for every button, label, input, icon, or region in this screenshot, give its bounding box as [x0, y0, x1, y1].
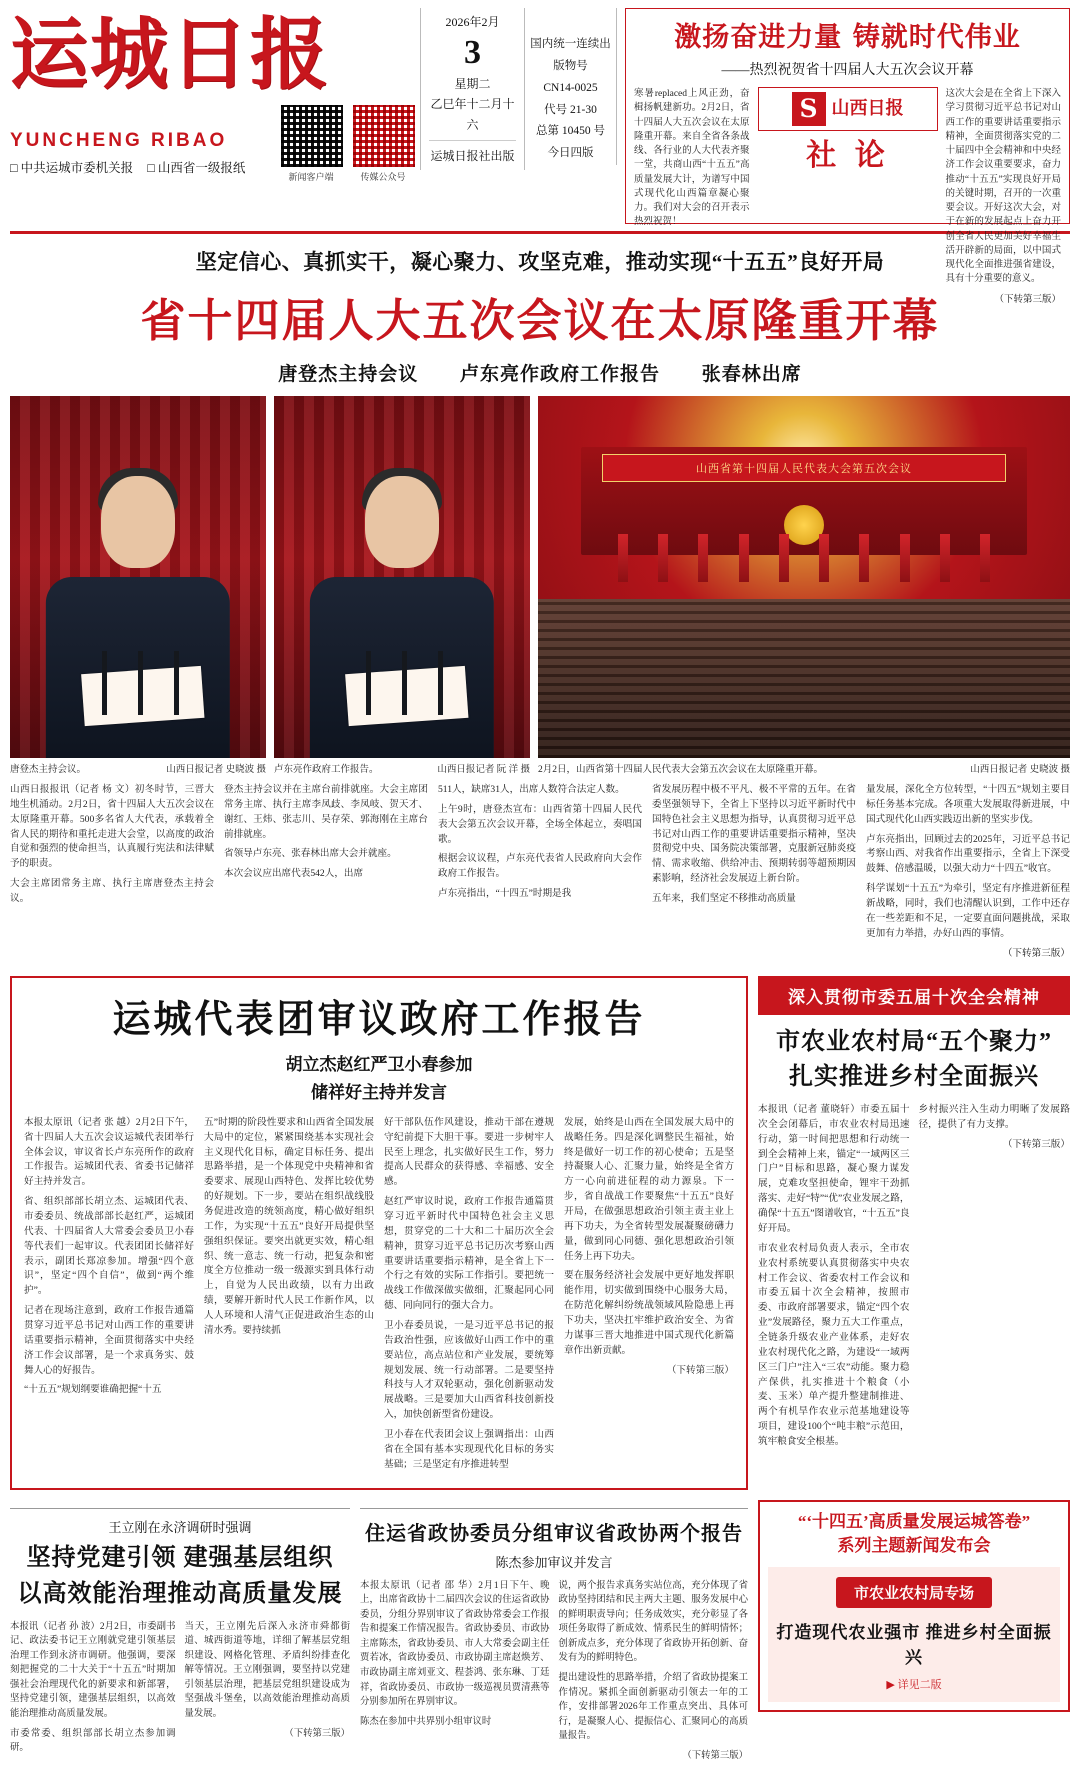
right-article-body: [758, 1103, 1070, 1455]
paragraph: 记者在现场注意到，政府工作报告通篇贯穿习近平总书记对山西工作的重要讲话重要指示精神，全面贯彻落实中央经济工作会议部署，是一个求真务实、鼓舞人心的好报告。: [24, 1305, 194, 1376]
newspaper-pinyin: YUNCHENG RIBAO: [10, 129, 228, 151]
paragraph: 好干部队伍作风建设，推动干部在遵规守纪前提下大胆干事。要进一步树牢人民至上理念，扎实做好民生工作，努力提高人民群众的获得感、幸福感、安全感。: [384, 1116, 554, 1188]
paragraph: 提出建设性的思路举措，介绍了省政协提案工作情况。紧抓全面创新驱动引领去一年的工作，安排部署2026年工作重点突出、具体可行，是凝聚人心、提振信心、汇聚同心的高质量报告。: [558, 1673, 748, 1742]
lead-kicker: 坚定信心、真抓实干，凝心聚力、攻坚克难，推动实现“十五五”良好开局: [195, 250, 885, 274]
lead-col-1: [10, 783, 214, 966]
publisher: 运城日报社出版: [430, 148, 515, 163]
paragraph: 要在服务经济社会发展中更好地发挥职能作用，切实做到围绕中心服务大局，在防范化解纠纷统战领域风险隐患上再下功夫，坚决扛牢维护政治安全、为省力谋事三晋大地推进中国式现代化新篇章作出新贡献。: [564, 1270, 734, 1356]
paragraph: 卢东亮指出，“十四五”时期是我: [438, 888, 572, 900]
paragraph: 本报太原讯（记者 张 越）2月2日下午，省十四届人大五次会议运城代表团举行全体会议，审议省长卢东亮所作的政府工作报告。运城团代表、省委书记储祥好主持并发言。: [24, 1116, 194, 1188]
editorial-jump: （下转第三版）: [994, 294, 1061, 305]
press-conference-promo[interactable]: [758, 1500, 1070, 1712]
paragraph: 五年来，我们坚定不移推动高质量: [652, 893, 796, 905]
qr-group: [280, 104, 414, 183]
paragraph: “十五五”规划纲要谁确把握“十五: [24, 1384, 162, 1396]
cppcc-article: [360, 1500, 748, 1769]
qr-app-caption: 新闻客户端: [288, 172, 334, 182]
microphone-icon: [366, 651, 371, 715]
qr-code-icon: [352, 104, 416, 168]
b2-col-1: [360, 1579, 550, 1769]
paragraph: 根据会议议程，卢东亮代表省人民政府向大会作政府工作报告。: [438, 853, 642, 880]
postal-code: 代号 21-30: [544, 103, 597, 116]
microphone-icon: [138, 651, 143, 715]
photo-caption-row: [10, 761, 1070, 775]
right-col-1: [758, 1103, 910, 1455]
editorial-col-1: 寒暑replaced上风正劲，奋楫扬帆建新功。2月2日，省十四届人大五次会议在太原隆重开幕。来自全省各条战线、各行业的人大代表齐聚一堂，共商山西“十五五”高质量发展大计，为谱写中国式现代化山西篇章凝心聚力。我们对大会的召开表示热烈祝贺！: [634, 89, 750, 228]
qr-app[interactable]: [280, 104, 342, 183]
editorial-col-2: 这次大会是在全省上下深入学习贯彻习近平总书记对山西工作的重要讲话重要指示精神，全面贯彻落实党的二十届四中全会精神和中央经济工作会议重要要求，奋力推动“十五五”实现良好开局的关键时期，召开的一次重要会议。开好这次大会，对于在新的发展起点上奋力开创全省人民更加美好幸福生活开辟新的局面，以中国式现代化全面推进强省建设，具有十分重要的意义。: [945, 89, 1061, 285]
caption-3-text: 2月2日，山西省第十四届人民代表大会第五次会议在太原隆重开幕。: [538, 765, 824, 775]
editorial-title: 激扬奋进力量 铸就时代伟业: [674, 22, 1021, 53]
issue-number: 总第 10450 号: [536, 125, 605, 138]
b1-col-1: [10, 1620, 176, 1761]
caption-3: [538, 761, 1070, 775]
b1-kicker: 王立刚在永济调研时强调: [108, 1519, 252, 1535]
photo-conference-hall: [538, 396, 1070, 758]
lead-col-2: [224, 783, 428, 966]
divider: [10, 1508, 350, 1509]
editorial-box: [625, 8, 1070, 305]
paragraph: 本次会议应出席代表542人，出席: [224, 868, 364, 880]
promo-box: [758, 1500, 1070, 1769]
b2-headline: 住运省政协委员分组审议省政协两个报告: [365, 1522, 743, 1545]
paragraph: 市农业农村局负责人表示，全市农业农村系统要认真贯彻落实中央农村工作会议、省委农村工作会议和市委五届十次全会精神，按照市委、市政府部署要求，锚定“四个农业”发展路径，聚力五大工作重点，全链条升级农业产业体系，走好农业农村现代化之路，为建设“一域两区三门户”注入“三农”动能。聚力稳产保供，扎实推进十个粮食（小麦、玉米）单产提升整建制推进、两个有机旱作农业示范基地建设等项目，建设100个“吨丰粮”示范田，筑牢粮食安全根基。: [758, 1242, 910, 1447]
masthead-identifiers: [525, 8, 617, 165]
b1-headline-2: 以高效能治理推动高质量发展: [17, 1580, 343, 1607]
boxed-subhead-2: 储祥好主持并发言: [311, 1082, 447, 1102]
editorial-subtitle: ——热烈祝贺省十四届人大五次会议开幕: [721, 63, 974, 78]
b2-body: [360, 1579, 748, 1769]
logo-bar: [758, 87, 938, 131]
boxed-headline: 运城代表团审议政府工作报告: [112, 996, 646, 1042]
lead-col-5: [866, 783, 1070, 966]
microphone-icon: [102, 651, 107, 715]
date-weekday: 星期二: [454, 76, 491, 91]
promo-line: 打造现代农业强市 推进乡村全面振兴: [776, 1622, 1052, 1667]
yuncheng-delegation-article: [10, 976, 748, 1489]
boxed-col-1: [24, 1116, 194, 1478]
promo-headline-1: “‘十四五’高质量发展运城答卷”: [797, 1511, 1031, 1531]
paragraph: 卫小春在代表团会议上强调指出：山西省在全国有基本实现现代化目标的务实基础；三是坚定有序推进转型: [384, 1429, 554, 1470]
paragraph: 乡村振兴注入生动力明晰了发展路径，提供了有力支撑。: [918, 1104, 1070, 1130]
b2-subhead: 陈杰参加审议并发言: [495, 1554, 613, 1570]
paragraph: 当天，王立刚先后深入永济市舜都街道、城西街道等地，详细了解基层党组织建设、网格化管理、矛盾纠纷排查化解等情况。王立刚强调，要坚持以党建引领基层治理，把基层党组织建设成为坚强战斗堡垒，以高效能治理推动高质量发展。: [184, 1621, 350, 1720]
photo-audience-seats: [538, 599, 1070, 758]
caption-2-credit: 山西日报记者 阮 洋 摄: [437, 765, 530, 775]
boxed-subhead-1: 胡立杰赵红严卫小春参加: [285, 1055, 473, 1075]
masthead-date: [420, 8, 525, 170]
promo-band: [768, 1567, 1060, 1702]
lead-deck: [10, 359, 1070, 386]
jump-line: （下转第三版）: [666, 1364, 734, 1376]
photo-flags: [618, 534, 990, 582]
lead-headline: 省十四届人大五次会议在太原隆重开幕: [140, 294, 940, 347]
paragraph: 本报讯（记者 孙 波）2月2日，市委副书记、政法委书记王立刚就党建引领基层治理工作到永济市调研。他强调，要深刻把握党的二十大关于“十五五”时期加强社会治理现代化的新要求和新部署，坚持党建引领，建强基层组织，以高效能治理推动高质量发展。: [10, 1621, 176, 1720]
boxed-col-4: [564, 1116, 734, 1478]
divider: [429, 140, 516, 141]
microphone-icon: [438, 651, 443, 715]
paragraph: 市委常委、组织部部长胡立杰参加调研。: [10, 1728, 176, 1754]
promo-pill: 市农业农村局专场: [836, 1577, 992, 1608]
paragraph: 发展，始终是山西在全国发展大局中的战略任务。四是深化调整民生福祉，始终是做好一切工作的初心使命；五是坚持凝聚人心、汇聚力量，始终是全省方方一心向前进征程的动力源泉。下一步，省自战战工作要聚焦“十五五”良好开局，在做强思想政治引领主责主业上再下功夫，为全省转型发展凝聚磅礴力量，做到同心同德、强化思想政治引领任务上再下功夫。: [564, 1116, 734, 1262]
paragraph: 山西日报报讯（记者 杨 文）初冬时节，三晋大地生机涌动。2月2日，省十四届人大五次会议在太原隆重开幕。500多名省人大代表，承载着全省人民的期待和重托走进大会堂，以高度的政治自觉和强烈的使命担当，认真履行宪法和法律赋予的职责。: [10, 784, 214, 870]
paragraph: 本报讯（记者 董晓轩）市委五届十次全会闭幕后，市农业农村局迅速行动，第一时间把思想和行动统一到全会精神上来，锚定“一域两区三门户”目标和思路，凝心聚力谋发展，克难攻坚担使命，锂牢干劲抓落实、走好“特”“优”农业发展之路，确保“十五五”图谱收官，“十五五”良好开局。: [758, 1104, 910, 1234]
b1-headline-1: 坚持党建引领 建强基层组织: [26, 1544, 334, 1571]
deck-item-1: 唐登杰主持会议: [278, 364, 419, 385]
promo-more-link[interactable]: ▶ 详见二版: [886, 1678, 942, 1691]
qr-wechat-caption: 传媒公众号: [360, 172, 406, 182]
paragraph: 说，两个报告求真务实站位高，充分体现了省政协坚持团结和民主两大主题、服务发展中心的鲜明职责导向；任务成效实，充分彰显了各项任务取得了新成效、情系民生的鲜明情怀；创新成点多，充分体现了省政协开拓创新、奋发有为的鲜明特色。: [558, 1580, 748, 1664]
lead-col-4: [652, 783, 856, 966]
jump-line: （下转第三版）: [682, 1750, 748, 1761]
bottom-section: [10, 1500, 1070, 1769]
paragraph: 卫小春委员说，一是习近平总书记的报告政治性强，应该做好山西工作中的重要站位，高点站位和产业发展，要统筹规划发展、统一行动部署。二是要坚持科技与人才双轮驱动，强化创新驱动发展战略。三是要加大山西省科技创新投入，加快创新型省份建设。: [384, 1320, 554, 1421]
caption-2-text: 卢东亮作政府工作报告。: [274, 765, 379, 775]
editorial-word: 社 论: [806, 138, 889, 173]
paragraph: 赵红严审议时说，政府工作报告通篇贯穿习近平新时代中国特色社会主义思想，贯穿党的二十大和二十届历次全会精神，贯穿习近平总书记历次考察山西重要讲话重要指示精神，是全省上下一个行之有效的实际工作指引。要把统一战线工作做深做实做细，汇聚起同心同德、同向同行的强大合力。: [384, 1196, 554, 1312]
lower-section: [10, 976, 1070, 1489]
paragraph: 省、组织部部长胡立杰、运城团代表、市委委员、统战部部长赵红严，运城团代表、十四届省人大常委会委员卫小春等代表们一起审议。代表团团长储祥好表示，副团长郑凉参加。增强“四个意识”，坚定“四个自信”，做到“两个维护”。: [24, 1196, 194, 1297]
jump-line: （下转第三版）: [284, 1728, 350, 1739]
caption-3-credit: 山西日报记者 史晓波 摄: [970, 765, 1070, 775]
masthead-sub-2: □ 山西省一级报纸: [147, 160, 246, 175]
right-headline-line-1: 市农业农村局“五个聚力”: [776, 1029, 1052, 1056]
boxed-columns: [24, 1116, 734, 1478]
lead-article-body: [10, 783, 1070, 966]
paragraph: 上午9时，唐登杰宣布：山西省第十四届人民代表大会第五次会议开幕，全场全体起立，奏唱国歌。: [438, 803, 642, 845]
issn-label: 国内统一连续出版物号: [530, 38, 611, 72]
date-year-month: 2026年2月: [445, 15, 500, 29]
paragraph: 省领导卢东亮、张春林出席大会并就座。: [224, 848, 397, 860]
pages-today: 今日四版: [547, 147, 594, 160]
section-banner: 深入贯彻市委五届十次全会精神: [758, 976, 1070, 1015]
b2-col-2: [559, 1579, 749, 1769]
right-headline-line-2: 扎实推进乡村全面振兴: [789, 1064, 1039, 1091]
logo-name: 山西日报: [831, 98, 904, 119]
lead-col-3: [438, 783, 642, 966]
newspaper-title: 运城日报: [10, 9, 331, 100]
paragraph: 科学谋划“十五五”为牵引，坚定有序推进新征程新战略，同时，我们也清醒认识到，工作中还存在一些差距和不足，一定要直面问题挑战，采取更加有力举措，办好山西的事情。: [866, 883, 1070, 939]
right-column: [758, 976, 1070, 1489]
caption-2: [274, 761, 530, 775]
date-lunar: 乙巳年十二月十六: [430, 97, 515, 132]
photo-figure-head: [365, 476, 439, 568]
promo-headline-2: 系列主题新闻发布会: [837, 1536, 991, 1556]
jump-line: （下转第三版）: [1002, 1138, 1070, 1150]
deck-item-2: 卢东亮作政府工作报告: [459, 364, 660, 385]
photo-figure-head: [101, 476, 175, 568]
paragraph: 本报太原讯（记者 邵 华）2月1日下午、晚上，出席省政协十二届四次会议的住运省政协委员，分组分界别审议了省政协常委会工作报告和提案工作情况报告。省政协委员、市政协主席陈杰，省政协委员、市人大常委会副主任贾若冰，省政协委员、市政协副主席赵焕芳、市政协副主席刘亚文、程荟鸿、张东琳、丁廷祥，省政协委员、市政协一级巡视员贾清燕等分别参加所在界别审议。: [360, 1580, 550, 1708]
photo-tang-dengjie: [10, 396, 266, 758]
caption-1-text: 唐登杰主持会议。: [10, 765, 87, 775]
paragraph: 登杰主持会议并在主席台前排就座。大会主席团常务主席、执行主席李凤歧、李凤岐、贺天才、谢红、王炜、张志川、吴存荣、郭海刚在主席台前排就座。: [224, 784, 428, 840]
boxed-col-3: [384, 1116, 554, 1478]
paragraph: 五”时期的阶段性要求和山西省全国发展大局中的定位，紧紧围绕基本实现社会主义现代化目标，确定目标任务、提出思路举措，是一个体现党中央精神和省委要求、展现山西特色、发挥比较优势的好规划。下一步，要站在组织战线股务促进改造的统领高度，精心做好组织工作，为实现“十五五”良好开局提供坚强组织保证。要突出就更实效，精心组织、统一意志、统一行动，把复杂和密度全方位推动一级一级源实到具体行动上，自觉为人民出政绩，以有力出政绩，要解开新时代人民工作新作风，以人人环境和人清气正促进政治生态的山清水秀。要持续抓: [204, 1116, 374, 1336]
paragraph: 511人，缺席31人，出席人数符合法定人数。: [438, 784, 625, 795]
paragraph: 省发展历程中极不平凡、极不平常的五年。在省委坚强领导下，全省上下坚持以习近平新时代中国特色社会主义思想为指导，认真贯彻习近平总书记对山西工作的重要讲话重要指示精神，坚决贯彻党中央、国务院决策部署，克服新冠肺炎疫情、需求收缩、供给冲击、预期转弱等超预期因素影响，经济社会发展迈上新台阶。: [652, 784, 856, 885]
photo-row: [10, 396, 1070, 758]
jump-line: （下转第三版）: [1002, 947, 1070, 959]
paragraph: 卢东亮指出，回顾过去的2025年，习近平总书记考察山西、对我省作出重要指示，全省上下深受鼓舞、倍感温暖，以强大动力“十四五”收官。: [866, 833, 1070, 875]
microphone-icon: [174, 651, 179, 715]
microphone-icon: [402, 651, 407, 715]
boxed-subhead: [24, 1051, 734, 1105]
paragraph: 大会主席团常务主席、执行主席唐登杰主持会议。: [10, 878, 214, 905]
paragraph: 陈杰在参加中共界别小组审议时: [360, 1716, 492, 1727]
photo-stage-banner: 山西省第十四届人民代表大会第五次会议: [602, 454, 1006, 482]
photo-lu-dongliang: [274, 396, 530, 758]
caption-1: [10, 761, 266, 775]
cn-number: CN14-0025: [543, 81, 598, 94]
paragraph: 量发展，深化全方位转型，“十四五”规划主要目标任务基本完成。各项重大发展取得新进展，中国式现代化山西实践迈出新的坚实步伐。: [866, 784, 1070, 825]
b1-col-2: [185, 1620, 351, 1761]
s-letter-icon: S: [792, 92, 826, 126]
divider: [360, 1508, 748, 1509]
qr-wechat[interactable]: [352, 104, 414, 183]
b1-body: [10, 1620, 350, 1761]
qr-code-icon: [280, 104, 344, 168]
masthead-left: [10, 8, 420, 182]
boxed-col-2: [204, 1116, 374, 1478]
masthead-sub-1: □ 中共运城市委机关报: [10, 160, 134, 175]
right-col-2: [919, 1103, 1071, 1455]
date-day: 3: [464, 34, 481, 72]
caption-1-credit: 山西日报记者 史晓波 摄: [166, 765, 266, 775]
wang-ligang-article: [10, 1500, 350, 1769]
deck-item-3: 张春林出席: [701, 364, 802, 385]
right-article-headline: [760, 1025, 1068, 1095]
